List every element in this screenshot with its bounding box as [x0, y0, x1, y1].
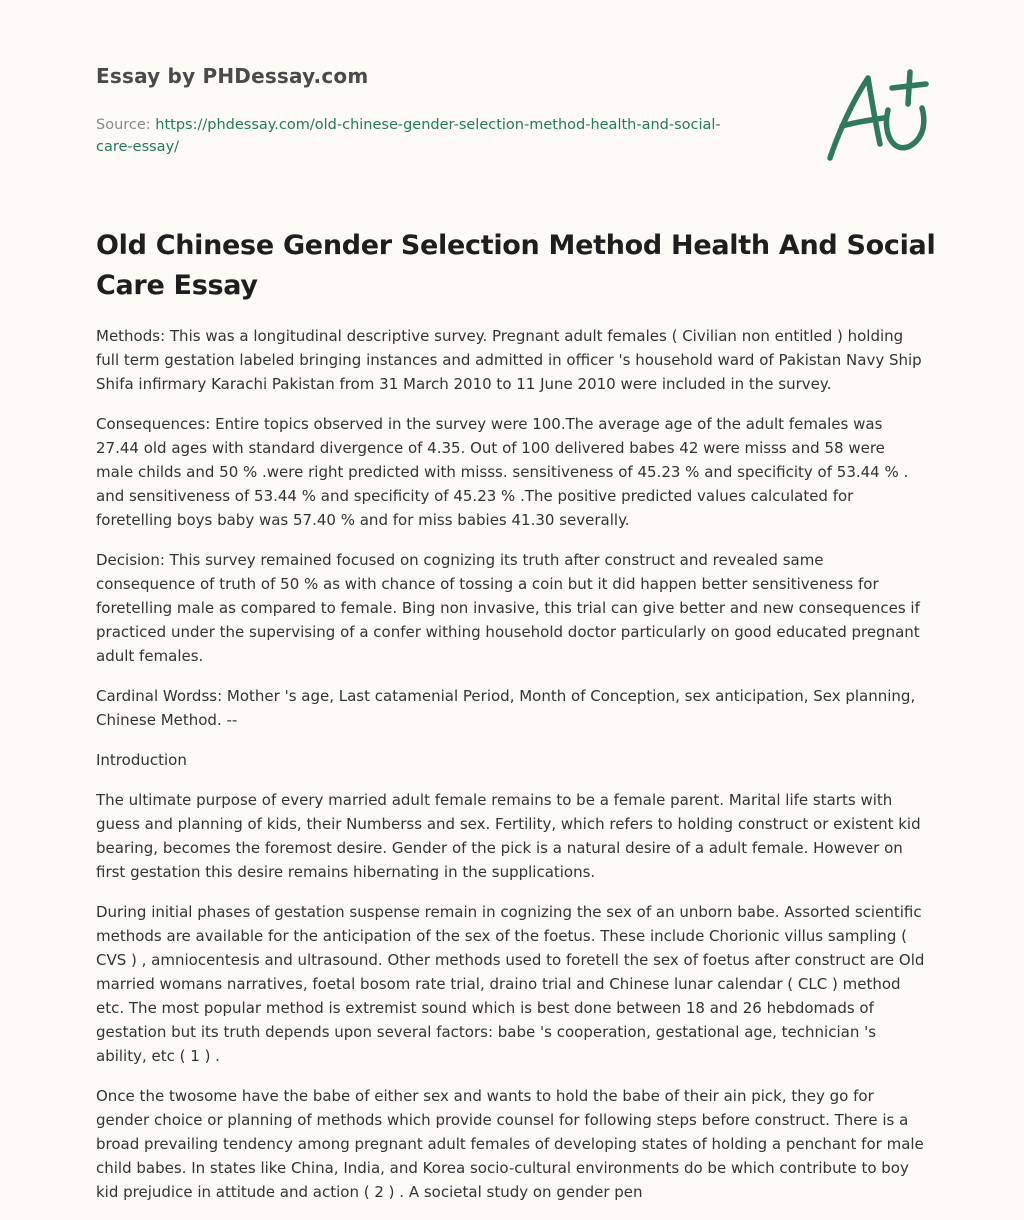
a-plus-grade-icon [818, 64, 936, 168]
paragraph-keywords: Cardinal Wordss: Mother 's age, Last catamenial Period, Month of Conception, sex anticipation, Sex planning, Chinese Method. -- [96, 687, 916, 729]
source-link[interactable]: https://phdessay.com/old-chinese-gender-selection-method-health-and-social-care-essay/ [96, 117, 721, 155]
source-line [96, 114, 756, 158]
paragraph-intro-3: Once the twosome have the babe of either sex and wants to hold the babe of their ain pick, they go for gender choice or planning of methods which provide counsel for following steps before construct. There is a broad prevailing tendency among pregnant adult females of developing states of holding a penchant for male child babes. In states like China, India, and Korea socio-cultural environments do be which contribute to boy kid prejudice in attitude and action ( 2 ) . A societal study on gender pen [96, 1087, 924, 1201]
site-header [96, 64, 796, 158]
section-heading-introduction: Introduction [96, 751, 187, 769]
brand-title: Essay by PHDessay.com [96, 64, 369, 88]
paragraph-consequences: Consequences: Entire topics observed in the survey were 100.The average age of the adult females was 27.44 old ages with standard divergence of 4.35. Out of 100 delivered babes 42 were misss and 58 were male childs and 50 % .were right predicted with misss. sensitiveness of 45.23 % and specificity of 53.44 % . and sensitiveness of 53.44 % and specificity of 45.23 % .The positive predicted values calculated for foretelling boys baby was 57.40 % and for miss babies 41.30 severally. [96, 415, 909, 529]
paragraph-intro-2: During initial phases of gestation suspense remain in cognizing the sex of an unborn babe. Assorted scientific methods are available for the anticipation of the sex of the foetus. These include Chorionic villus sampling ( CVS ) , amniocentesis and ultrasound. Other methods used to foretell the sex of foetus after construct are Old married womans narratives, foetal bosom rate trial, draino trial and Chinese lunar calendar ( CLC ) method etc. The most popular method is extremist sound which is best done between 18 and 26 hebdomads of gestation but its truth depends upon several factors: babe 's cooperation, gestational age, technician 's ability, etc ( 1 ) . [96, 903, 925, 1065]
paragraph-intro-1: The ultimate purpose of every married adult female remains to be a female parent. Marital life starts with guess and planning of kids, their Numberss and sex. Fertility, which refers to holding construct or existent kid bearing, becomes the foremost desire. Gender of the pick is a natural desire of a adult female. However on first gestation this desire remains hibernating in the supplications. [96, 791, 921, 881]
essay-body [96, 324, 926, 1220]
source-label: Source: [96, 117, 151, 133]
paragraph-decision: Decision: This survey remained focused on cognizing its truth after construct and revealed same consequence of truth of 50 % as with chance of tossing a coin but it did happen better sensitiveness for foretelling male as compared to female. Bing non invasive, this trial can give better and new consequences if practiced under the supervising of a confer withing household doctor particularly on good educated pregnant adult females. [96, 551, 920, 665]
page-title: Old Chinese Gender Selection Method Health And Social Care Essay [96, 230, 936, 301]
paragraph-methods: Methods: This was a longitudinal descriptive survey. Pregnant adult females ( Civilian non entitled ) holding full term gestation labeled bringing instances and admitted in officer 's household ward of Pakistan Navy Ship Shifa infirmary Karachi Pakistan from 31 March 2010 to 11 June 2010 were included in the survey. [96, 327, 922, 393]
